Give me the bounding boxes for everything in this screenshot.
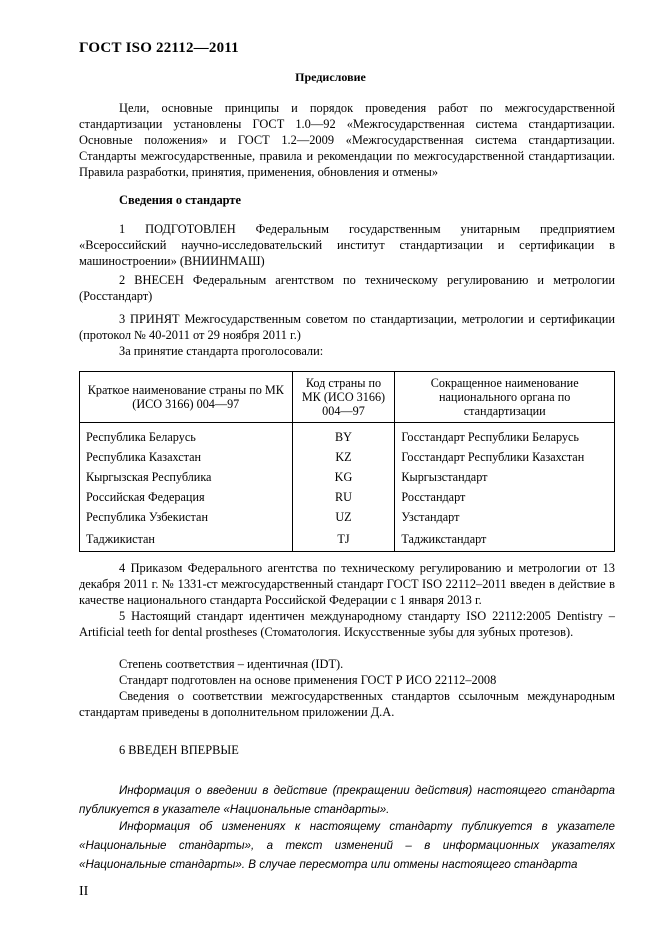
cell-body: Таджикстандарт bbox=[395, 527, 615, 552]
conformity-degree: Степень соответствия – идентичная (IDT). bbox=[119, 657, 344, 671]
preface-title: Предисловие bbox=[295, 70, 366, 84]
document-id: ГОСТ ISO 22112—2011 bbox=[79, 40, 239, 56]
voting-table bbox=[79, 371, 615, 552]
table-row bbox=[80, 507, 615, 527]
cell-country: Республика Узбекистан bbox=[80, 507, 293, 527]
notice-introduction: Информация о введении в действие (прекращении действия) настоящего стандарта публикуется в указателе «Национальные стандарты». bbox=[79, 784, 615, 816]
item-1-prepared: 1 ПОДГОТОВЛЕН Федеральным государственным унитарным предприятием «Всероссийский научно-исследовательский институт стандартизации и сертификации в машиностроении» (ВНИИНМАШ) bbox=[79, 222, 615, 268]
cell-code: BY bbox=[292, 423, 395, 448]
cell-body: Росстандарт bbox=[395, 487, 615, 507]
notice-changes: Информация об изменениях к настоящему стандарту публикуется в указателе «Национальные стандарты», а текст изменений – в информационных указателях «Национальные стандарты». В случае пересмотра или отмены настоящего стандарта bbox=[79, 820, 615, 871]
page-number: II bbox=[79, 884, 89, 899]
item-4-order: 4 Приказом Федерального агентства по техническому регулированию и метрологии от 13 декабря 2011 г. № 1331-ст межгосударственный стандарт ГОСТ ISO 22112–2011 введен в действие в качестве национального стандарта Российской Федерации с 1 января 2013 г. bbox=[79, 561, 615, 607]
standard-info-heading: Сведения о стандарте bbox=[119, 193, 241, 207]
item-3-adopted: 3 ПРИНЯТ Межгосударственным советом по стандартизации, метрологии и сертификации (протокол № 40-2011 от 29 ноября 2011 г.) bbox=[79, 312, 615, 342]
item-2-submitted: 2 ВНЕСЕН Федеральным агентством по техническому регулированию и метрологии (Росстандарт) bbox=[79, 273, 615, 303]
table-row bbox=[80, 527, 615, 552]
preface-intro: Цели, основные принципы и порядок проведения работ по межгосударственной стандартизации установлены ГОСТ 1.0—92 «Межгосударственная система стандартизации. Основные положения» и ГОСТ 1.2—2009 «Межгосударственная система стандартизации. Стандарты межгосударственные, правила и рекомендации по межгосударственной стандартизации. Правила разработки, принятия, применения, обновления и отмены» bbox=[79, 101, 615, 179]
table-row bbox=[80, 467, 615, 487]
item-6-introduced: 6 ВВЕДЕН ВПЕРВЫЕ bbox=[119, 743, 239, 757]
table-row bbox=[80, 487, 615, 507]
cell-code: KZ bbox=[292, 447, 395, 467]
voted-label: За принятие стандарта проголосовали: bbox=[119, 344, 324, 358]
prepared-basis: Стандарт подготовлен на основе применения ГОСТ Р ИСО 22112–2008 bbox=[119, 673, 497, 687]
cell-body: Кыргызстандарт bbox=[395, 467, 615, 487]
cell-body: Госстандарт Республики Казахстан bbox=[395, 447, 615, 467]
cell-body: Госстандарт Республики Беларусь bbox=[395, 423, 615, 448]
col-header-code: Код страны по МК (ИСО 3166) 004—97 bbox=[292, 372, 395, 423]
cell-country: Республика Беларусь bbox=[80, 423, 293, 448]
col-header-country: Краткое наименование страны по МК (ИСО 3166) 004—97 bbox=[80, 372, 293, 423]
cell-country: Кыргызская Республика bbox=[80, 467, 293, 487]
table-row bbox=[80, 447, 615, 467]
references-info: Сведения о соответствии межгосударственных стандартов ссылочным международным стандартам приведены в дополнительном приложении Д.А. bbox=[79, 689, 615, 719]
cell-country: Республика Казахстан bbox=[80, 447, 293, 467]
item-5-identical: 5 Настоящий стандарт идентичен международному стандарту ISO 22112:2005 Dentistry – Artificial teeth for dental prostheses (Стоматология. Искусственные зубы для зубных протезов). bbox=[79, 609, 615, 639]
cell-code: TJ bbox=[292, 527, 395, 552]
table-row bbox=[80, 423, 615, 448]
cell-code: KG bbox=[292, 467, 395, 487]
table-header-row bbox=[80, 372, 615, 423]
cell-country: Российская Федерация bbox=[80, 487, 293, 507]
col-header-body: Сокращенное наименование национального органа по стандартизации bbox=[395, 372, 615, 423]
cell-body: Узстандарт bbox=[395, 507, 615, 527]
cell-country: Таджикистан bbox=[80, 527, 293, 552]
cell-code: RU bbox=[292, 487, 395, 507]
cell-code: UZ bbox=[292, 507, 395, 527]
